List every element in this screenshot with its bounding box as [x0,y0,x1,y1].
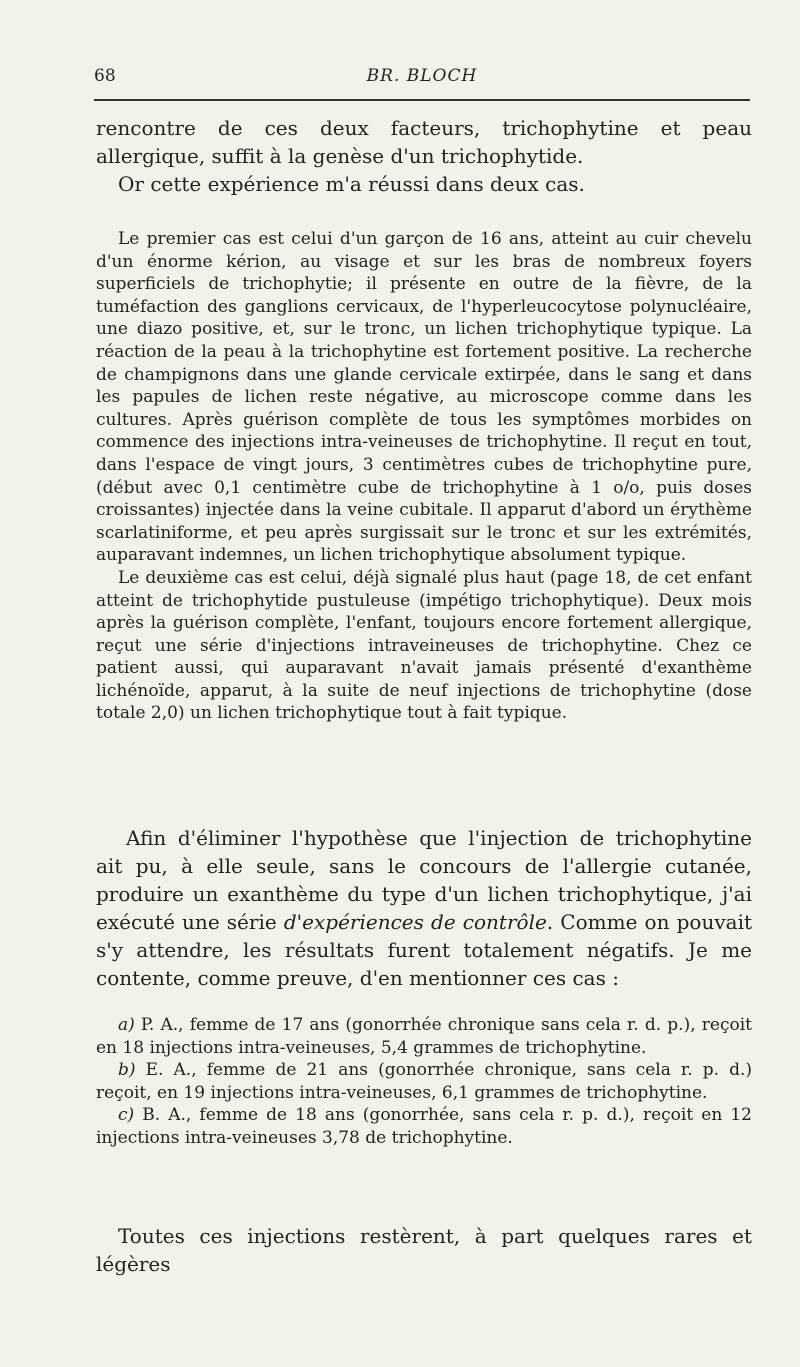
item-marker: a) [118,1015,135,1035]
running-title: BR. BLOCH [366,66,478,86]
page-number: 68 [94,66,116,86]
final-block [96,1222,752,1278]
control-emphasis: d'expériences de contrôle [283,910,547,934]
item-text: B. A., femme de 18 ans (gonorrhée, sans cela r. p. d.), reçoit en 12 injections intra-veineuses 3,78 de trichophytine. [96,1105,752,1148]
cases-block [96,228,752,725]
item-marker: c) [118,1105,135,1126]
case1-paragraph: Le premier cas est celui d'un garçon de 16 ans, atteint au cuir chevelu d'un énorme kérion, au visage et sur les bras de nombreux foyers superficiels de trichophytie; il présente en outre de la fièvre, de la tuméfaction des ganglions cervicaux, de l'hyperleucocytose polynucléaire, une diazo positive, et, sur le tronc, un lichen trichophytique typique. La réaction de la peau à la trichophytine est fortement positive. La recherche de champignons dans une glande cervicale extirpée, dans le sang et dans les papules de lichen reste négative, au microscope comme dans les cultures. Après guérison complète de tous les symptômes morbides on commence des injections intra-veineuses de trichophytine. Il reçut en tout, dans l'espace de vingt jours, 3 centimètres cubes de trichophytine pure, (début avec 0,1 centimètre cube de trichophytine à 1 o/o, puis doses croissantes) injectée dans la veine cubitale. Il apparut d'abord un érythème scarlatiniforme, et peu après surgissait sur le tronc et sur les extrémités, auparavant indemnes, un lichen trichophytique absolument typique. [96,229,752,566]
control-paragraph [96,824,752,992]
case2-paragraph: Le deuxième cas est celui, déjà signalé plus haut (page 18, de cet enfant atteint de trichophytide pustuleuse (impétigo trichophytique). Deux mois après la guérison complète, l'enfant, toujours encore fortement allergique, reçut une série d'injections intraveineuses de trichophytine. Chez ce patient aussi, qui auparavant n'avait jamais présenté d'exanthème lichénoïde, apparut, à la suite de neuf injections de trichophytine (dose totale 2,0) un lichen trichophytique tout à fait typique. [96,567,752,724]
intro-statement: Or cette expérience m'a réussi dans deux cas. [118,172,585,196]
item-marker: b) [118,1060,136,1081]
page-header [94,62,750,90]
list-item [96,1104,752,1149]
intro-paragraph: rencontre de ces deux facteurs, trichophytine et peau allergique, suffit à la genèse d'un trichophytide. [96,116,752,168]
item-text: P. A., femme de 17 ans (gonorrhée chronique sans cela r. d. p.), reçoit en 18 injections intra-veineuses, 5,4 grammes de trichophytine. [96,1015,752,1058]
intro-block [96,114,752,198]
list-item [96,1014,752,1059]
control-cases-list [96,1014,752,1150]
list-item [96,1059,752,1104]
control-block [96,824,752,992]
control-text-after: . Comme on pouvait s'y attendre, les résultats furent totalement négatifs. Je me contente, comme preuve, d'en mentionner ces cas : [96,910,752,990]
control-text-before: Afin d'éliminer l'hypothèse que l'injection de trichophytine ait pu, à elle seule, sans le concours de l'allergie cutanée, produire un exanthème du type d'un lichen trichophytique, j'ai exécuté une série [96,826,752,934]
final-line: Toutes ces injections restèrent, à part quelques rares et légères [96,1224,752,1276]
header-rule [94,99,750,101]
item-text: E. A., femme de 21 ans (gonorrhée chronique, sans cela r. p. d.) reçoit, en 19 injections intra-veineuses, 6,1 grammes de trichophytine. [96,1060,752,1103]
